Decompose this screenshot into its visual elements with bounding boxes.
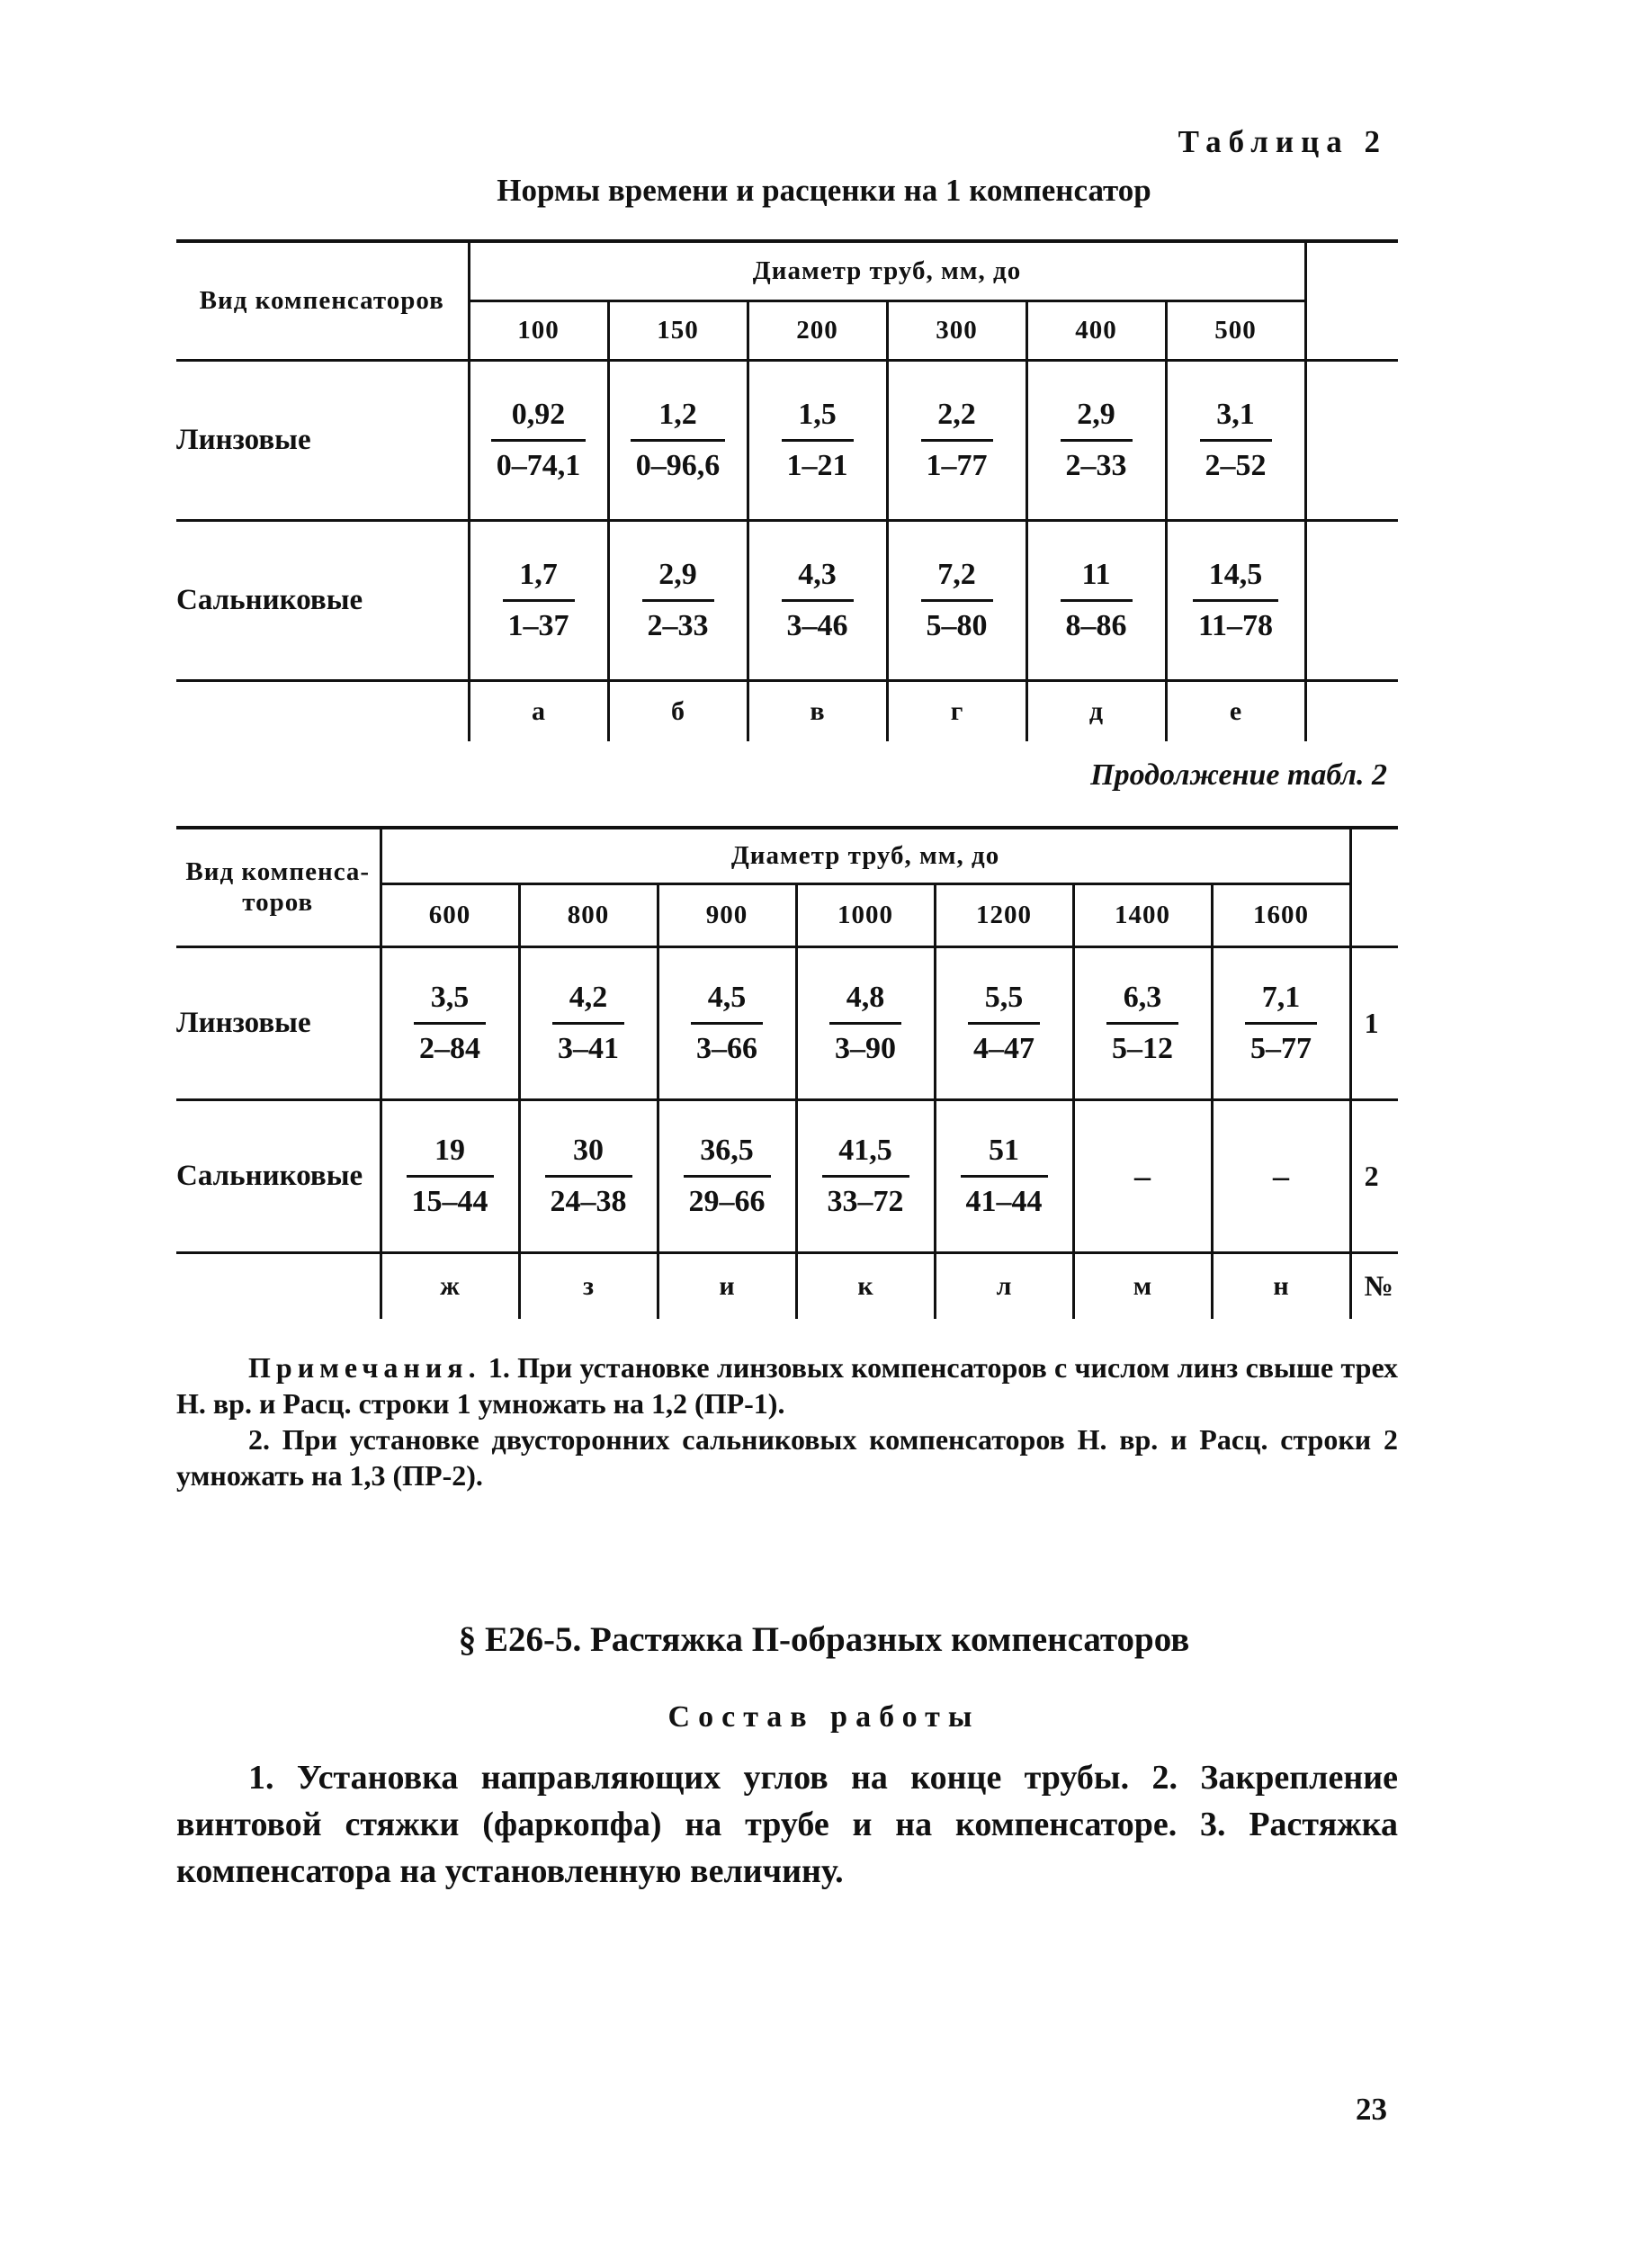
norm-cell: [469, 360, 608, 520]
fraction: [822, 1134, 909, 1219]
time-norm: 14,5: [1208, 557, 1263, 591]
column-letter: д: [1026, 680, 1166, 741]
time-norm: 51: [989, 1133, 1019, 1167]
price-rate: 5–77: [1245, 1022, 1317, 1066]
price-rate: 2–84: [414, 1022, 486, 1066]
norm-cell: [796, 1099, 935, 1252]
column-letter: б: [608, 680, 748, 741]
diameter-800: 800: [519, 883, 658, 946]
fraction: [782, 398, 854, 483]
time-norm: 7,1: [1261, 980, 1301, 1014]
fraction: [642, 558, 714, 643]
time-norm: 2,9: [658, 557, 697, 591]
price-rate: 4–47: [968, 1022, 1040, 1066]
price-rate: 0–74,1: [491, 439, 587, 483]
header-end-cell: [1350, 828, 1398, 946]
note-1-text: 1. При установке линзовых компенсаторов с числом линз свыше трех Н. вр. и Расц. строки 1 умножать на 1,2 (ПР-1).: [176, 1351, 1398, 1420]
norm-cell: [796, 946, 935, 1099]
norm-cell: [887, 520, 1026, 680]
row-label: Линзовые: [176, 360, 469, 520]
norm-cell: [1212, 1099, 1350, 1252]
fraction: [631, 398, 726, 483]
fraction: [503, 558, 575, 643]
time-norm: 4,3: [798, 557, 837, 591]
time-norm: 7,2: [937, 557, 976, 591]
fraction: [968, 981, 1040, 1066]
diameter-100: 100: [469, 300, 608, 360]
norm-cell: [519, 1099, 658, 1252]
letters-row-blank: [176, 1252, 381, 1319]
dash-value: –: [1273, 1158, 1290, 1194]
norm-cell: [935, 1099, 1073, 1252]
time-norm: 4,2: [569, 980, 608, 1014]
norm-cell: [608, 520, 748, 680]
time-norm: 2,2: [937, 397, 976, 431]
time-norm: 1,7: [519, 557, 558, 591]
time-norm: 4,5: [707, 980, 747, 1014]
norm-cell: [1026, 520, 1166, 680]
norms-table-2: [176, 826, 1398, 1319]
number-symbol: [1305, 680, 1398, 741]
row-label: Сальниковые: [176, 1099, 381, 1252]
fraction: [691, 981, 763, 1066]
price-rate: 8–86: [1061, 599, 1133, 643]
fraction: [491, 398, 587, 483]
header-end-cell: [1305, 241, 1398, 360]
note-2: 2. При установке двусторонних сальниковых компенсаторов Н. вр. и Расц. строки 2 умножать на 1,3 (ПР-2).: [176, 1423, 1398, 1492]
diameter-header: Диаметр труб, мм, до: [381, 828, 1350, 883]
fraction: [961, 1134, 1048, 1219]
row-number: [1305, 520, 1398, 680]
diameter-600: 600: [381, 883, 519, 946]
price-rate: 29–66: [684, 1175, 771, 1219]
time-norm: 6,3: [1123, 980, 1162, 1014]
time-norm: 0,92: [511, 397, 566, 431]
price-rate: 0–96,6: [631, 439, 726, 483]
diameter-500: 500: [1166, 300, 1305, 360]
time-norm: 1,5: [798, 397, 837, 431]
dash-value: –: [1134, 1158, 1151, 1194]
norm-cell: [381, 1099, 519, 1252]
column-letter: з: [519, 1252, 658, 1319]
price-rate: 1–37: [503, 599, 575, 643]
fraction: [1106, 981, 1178, 1066]
norm-cell: [1073, 946, 1212, 1099]
fraction: [1061, 558, 1133, 643]
fraction: [414, 981, 486, 1066]
norm-cell: [935, 946, 1073, 1099]
fraction: [921, 398, 993, 483]
row-number: 2: [1350, 1099, 1398, 1252]
diameter-400: 400: [1026, 300, 1166, 360]
norm-cell: [748, 360, 887, 520]
time-norm: 1,2: [658, 397, 697, 431]
fraction: [1200, 398, 1272, 483]
fraction: [407, 1134, 494, 1219]
fraction: [829, 981, 901, 1066]
time-norm: 41,5: [838, 1133, 892, 1167]
norms-table-1: [176, 239, 1398, 741]
norm-cell: [519, 946, 658, 1099]
price-rate: 3–66: [691, 1022, 763, 1066]
diameter-1200: 1200: [935, 883, 1073, 946]
norm-cell: [1166, 360, 1305, 520]
time-norm: 36,5: [700, 1133, 754, 1167]
section-title: § Е26-5. Растяжка П-образных компенсаторов: [458, 1620, 1190, 1659]
diameter-1400: 1400: [1073, 883, 1212, 946]
norm-cell: [1212, 946, 1350, 1099]
price-rate: 2–33: [1061, 439, 1133, 483]
row-label: Сальниковые: [176, 520, 469, 680]
work-composition-title: Состав работы: [667, 1700, 981, 1734]
column-letter: а: [469, 680, 608, 741]
norm-cell: [748, 520, 887, 680]
fraction: [545, 1134, 632, 1219]
column-letter: ж: [381, 1252, 519, 1319]
column-header-type: Вид компенсаторов: [176, 241, 469, 360]
table-title: Нормы времени и расценки на 1 компенсатор: [497, 173, 1151, 208]
time-norm: 3,1: [1216, 397, 1255, 431]
price-rate: 11–78: [1193, 599, 1278, 643]
price-rate: 5–12: [1106, 1022, 1178, 1066]
column-letter: к: [796, 1252, 935, 1319]
price-rate: 15–44: [407, 1175, 494, 1219]
row-number: 1: [1350, 946, 1398, 1099]
diameter-1000: 1000: [796, 883, 935, 946]
time-norm: 4,8: [846, 980, 885, 1014]
norm-cell: [608, 360, 748, 520]
time-norm: 2,9: [1077, 397, 1115, 431]
price-rate: 5–80: [921, 599, 993, 643]
row-number: [1305, 360, 1398, 520]
price-rate: 1–77: [921, 439, 993, 483]
fraction: [1193, 558, 1278, 643]
notes: [176, 1349, 1398, 1493]
norm-cell: [887, 360, 1026, 520]
column-letter: н: [1212, 1252, 1350, 1319]
norm-cell: [469, 520, 608, 680]
letters-row-blank: [176, 680, 469, 741]
norm-cell: [1073, 1099, 1212, 1252]
price-rate: 2–52: [1200, 439, 1272, 483]
continuation-label: Продолжение табл. 2: [1090, 758, 1387, 792]
time-norm: 30: [573, 1133, 604, 1167]
diameter-300: 300: [887, 300, 1026, 360]
price-rate: 3–90: [829, 1022, 901, 1066]
page-number: 23: [1356, 2092, 1387, 2127]
norm-cell: [658, 1099, 796, 1252]
diameter-900: 900: [658, 883, 796, 946]
norm-cell: [1026, 360, 1166, 520]
price-rate: 1–21: [782, 439, 854, 483]
price-rate: 41–44: [961, 1175, 1048, 1219]
column-letter: и: [658, 1252, 796, 1319]
fraction: [684, 1134, 771, 1219]
note-1: [176, 1349, 1398, 1421]
notes-label: Примечания.: [248, 1351, 481, 1384]
column-letter: е: [1166, 680, 1305, 741]
fraction: [921, 558, 993, 643]
fraction: [552, 981, 624, 1066]
column-header-type: Вид компенса-торов: [176, 828, 381, 946]
diameter-200: 200: [748, 300, 887, 360]
row-label: Линзовые: [176, 946, 381, 1099]
price-rate: 33–72: [822, 1175, 909, 1219]
norm-cell: [381, 946, 519, 1099]
price-rate: 3–46: [782, 599, 854, 643]
column-letter: г: [887, 680, 1026, 741]
column-letter: л: [935, 1252, 1073, 1319]
price-rate: 3–41: [552, 1022, 624, 1066]
number-symbol: №: [1364, 1269, 1393, 1303]
column-letter: м: [1073, 1252, 1212, 1319]
price-rate: 24–38: [545, 1175, 632, 1219]
fraction: [1245, 981, 1317, 1066]
time-norm: 19: [434, 1133, 465, 1167]
work-composition-text: 1. Установка направляющих углов на конце трубы. 2. Закрепление винтовой стяжки (фаркопфа) на трубе и на компенсаторе. 3. Растяжка компенсатора на установленную величину.: [176, 1759, 1398, 1890]
diameter-150: 150: [608, 300, 748, 360]
norm-cell: [1166, 520, 1305, 680]
time-norm: 3,5: [430, 980, 470, 1014]
price-rate: 2–33: [642, 599, 714, 643]
column-letter: в: [748, 680, 887, 741]
time-norm: 11: [1081, 557, 1111, 591]
diameter-header: Диаметр труб, мм, до: [469, 241, 1305, 300]
table-label: Таблица 2: [1178, 124, 1387, 159]
fraction: [1061, 398, 1133, 483]
time-norm: 5,5: [984, 980, 1024, 1014]
norm-cell: [658, 946, 796, 1099]
fraction: [782, 558, 854, 643]
diameter-1600: 1600: [1212, 883, 1350, 946]
